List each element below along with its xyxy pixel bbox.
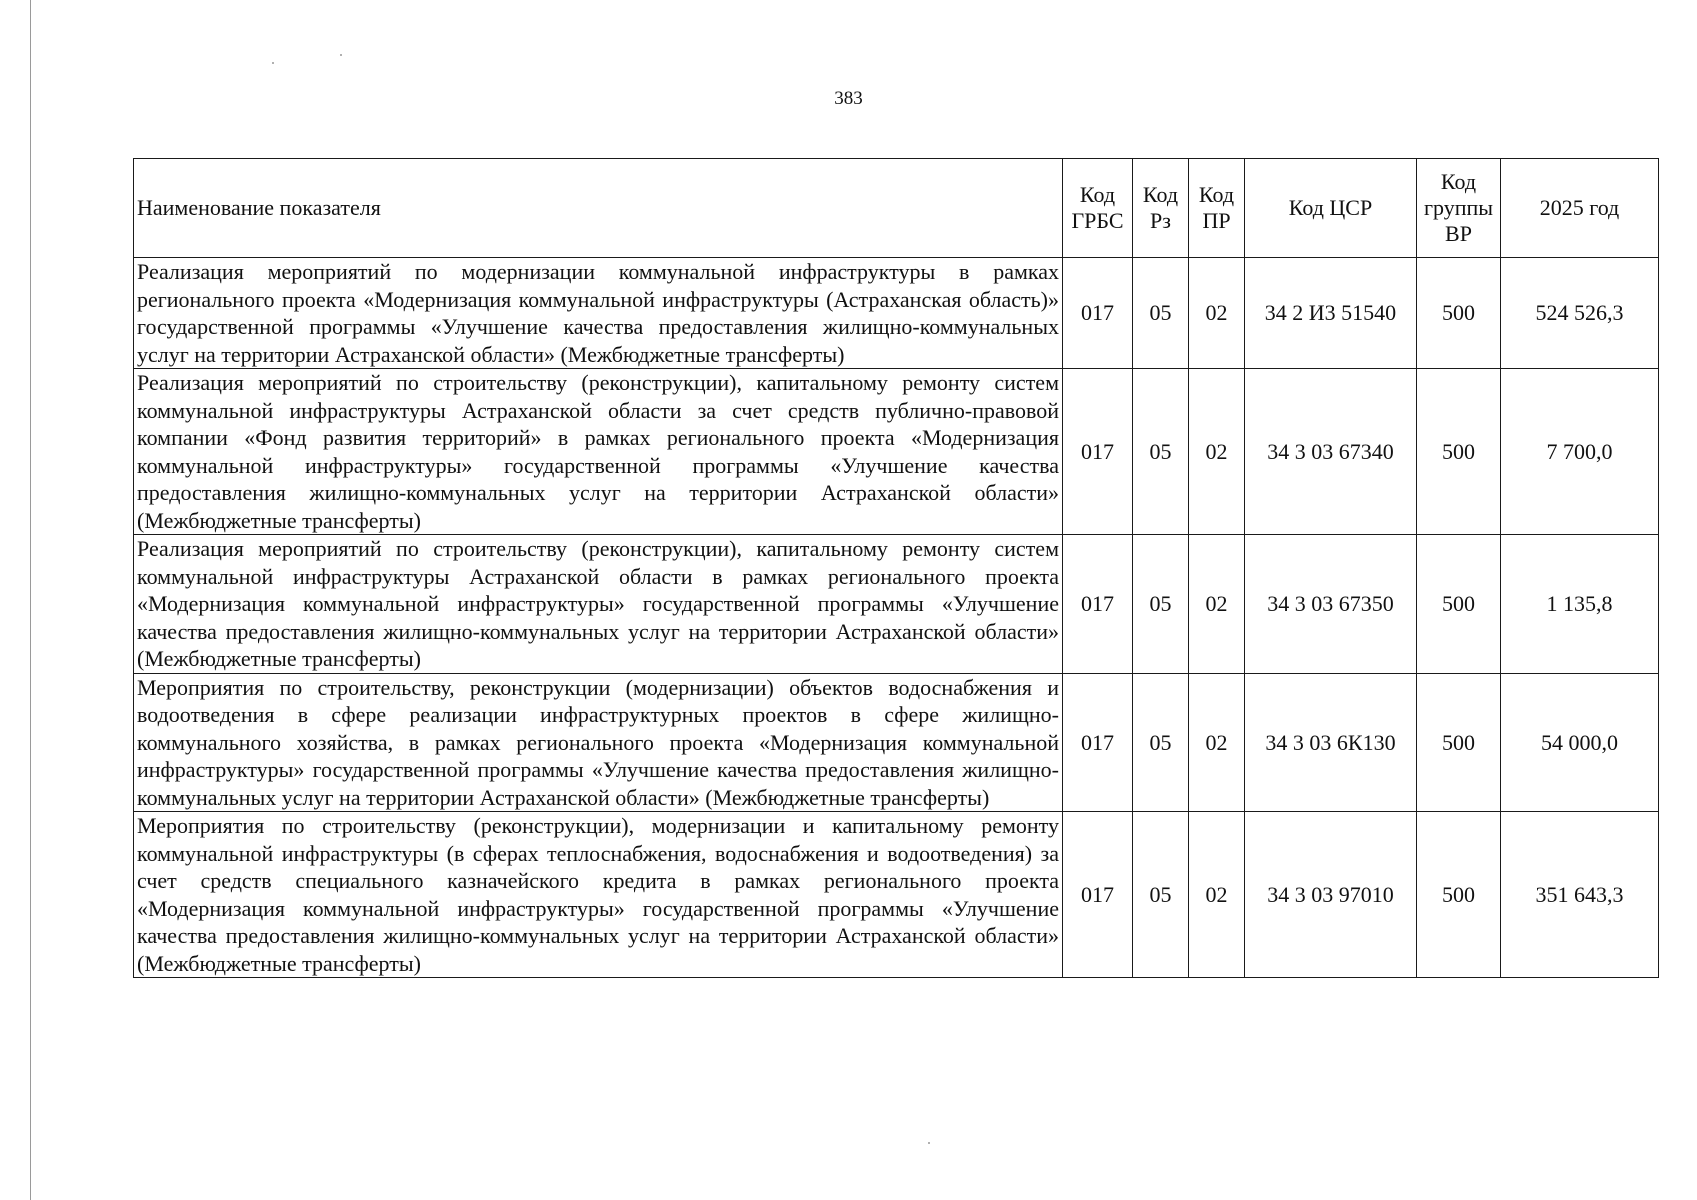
header-grbs: [1063, 159, 1133, 258]
row-amount: 524 526,3: [1501, 258, 1659, 369]
row-rz: 05: [1133, 258, 1189, 369]
header-grbs-line-1: Код: [1079, 182, 1116, 207]
row-csr: 34 2 И3 51540: [1245, 258, 1417, 369]
header-name: Наименование показателя: [134, 159, 1063, 258]
row-amount: 7 700,0: [1501, 369, 1659, 535]
scan-speck: [340, 54, 342, 56]
scan-speck: [928, 1142, 930, 1144]
row-amount: 1 135,8: [1501, 535, 1659, 674]
row-pr: 02: [1189, 369, 1245, 535]
row-rz: 05: [1133, 535, 1189, 674]
header-vr-line-2: группы: [1423, 195, 1494, 220]
row-pr: 02: [1189, 258, 1245, 369]
table-row: [134, 369, 1659, 535]
table-row: [134, 535, 1659, 674]
row-rz: 05: [1133, 812, 1189, 978]
header-vr: [1417, 159, 1501, 258]
row-name: Реализация мероприятий по модернизации коммунальной инфраструктуры в рамках регионального проекта «Модернизация коммунальной инфраструктуры (Астраханская область)» государственной программы «Улучшение качества предоставления жилищно-коммунальных услуг на территории Астраханской области» (Межбюджетные трансферты): [134, 258, 1063, 369]
row-vr: 500: [1417, 258, 1501, 369]
row-csr: 34 3 03 67350: [1245, 535, 1417, 674]
scan-speck: [272, 62, 274, 64]
row-grbs: 017: [1063, 258, 1133, 369]
row-grbs: 017: [1063, 812, 1133, 978]
header-csr: Код ЦСР: [1245, 159, 1417, 258]
header-rz-line-1: Код: [1142, 182, 1179, 207]
row-csr: 34 3 03 97010: [1245, 812, 1417, 978]
row-pr: 02: [1189, 535, 1245, 674]
header-pr-line-2: ПР: [1202, 208, 1231, 233]
row-name: Мероприятия по строительству (реконструкции), модернизации и капитальному ремонту коммунальной инфраструктуры (в сферах теплоснабжения, водоснабжения и водоотведения) за счет средств специального казначейского кредита в рамках регионального проекта «Модернизация коммунальной инфраструктуры» государственной программы «Улучшение качества предоставления жилищно-коммунальных услуг на территории Астраханской области» (Межбюджетные трансферты): [134, 812, 1063, 978]
row-vr: 500: [1417, 812, 1501, 978]
header-pr: [1189, 159, 1245, 258]
header-rz: [1133, 159, 1189, 258]
row-grbs: 017: [1063, 369, 1133, 535]
row-rz: 05: [1133, 369, 1189, 535]
row-csr: 34 3 03 6К130: [1245, 673, 1417, 812]
row-amount: 54 000,0: [1501, 673, 1659, 812]
row-name: Реализация мероприятий по строительству (реконструкции), капитальному ремонту систем коммунальной инфраструктуры Астраханской области за счет средств публично-правовой компании «Фонд развития территорий» в рамках регионального проекта «Модернизация коммунальной инфраструктуры» государственной программы «Улучшение качества предоставления жилищно-коммунальных услуг на территории Астраханской области» (Межбюджетные трансферты): [134, 369, 1063, 535]
header-rz-line-2: Рз: [1150, 208, 1171, 233]
budget-table: [133, 158, 1659, 978]
header-year: 2025 год: [1501, 159, 1659, 258]
header-vr-line-3: ВР: [1445, 221, 1472, 246]
row-vr: 500: [1417, 369, 1501, 535]
header-vr-line-1: Код: [1440, 169, 1477, 194]
row-pr: 02: [1189, 812, 1245, 978]
header-grbs-line-2: ГРБС: [1071, 208, 1124, 233]
row-name: Реализация мероприятий по строительству (реконструкции), капитальному ремонту систем коммунальной инфраструктуры Астраханской области в рамках регионального проекта «Модернизация коммунальной инфраструктуры» государственной программы «Улучшение качества предоставления жилищно-коммунальных услуг на территории Астраханской области» (Межбюджетные трансферты): [134, 535, 1063, 674]
row-csr: 34 3 03 67340: [1245, 369, 1417, 535]
row-amount: 351 643,3: [1501, 812, 1659, 978]
table-row: [134, 673, 1659, 812]
row-grbs: 017: [1063, 535, 1133, 674]
page-number: 383: [834, 88, 863, 109]
row-name: Мероприятия по строительству, реконструкции (модернизации) объектов водоснабжения и водоотведения в сфере реализации инфраструктурных проектов в сфере жилищно-коммунального хозяйства, в рамках регионального проекта «Модернизация коммунальной инфраструктуры» государственной программы «Улучшение качества предоставления жилищно-коммунальных услуг на территории Астраханской области» (Межбюджетные трансферты): [134, 673, 1063, 812]
table-header-row: [134, 159, 1659, 258]
row-rz: 05: [1133, 673, 1189, 812]
table-row: [134, 258, 1659, 369]
row-pr: 02: [1189, 673, 1245, 812]
header-pr-line-1: Код: [1198, 182, 1235, 207]
row-vr: 500: [1417, 535, 1501, 674]
row-grbs: 017: [1063, 673, 1133, 812]
table-row: [134, 812, 1659, 978]
scan-edge-line: [30, 0, 31, 1200]
row-vr: 500: [1417, 673, 1501, 812]
